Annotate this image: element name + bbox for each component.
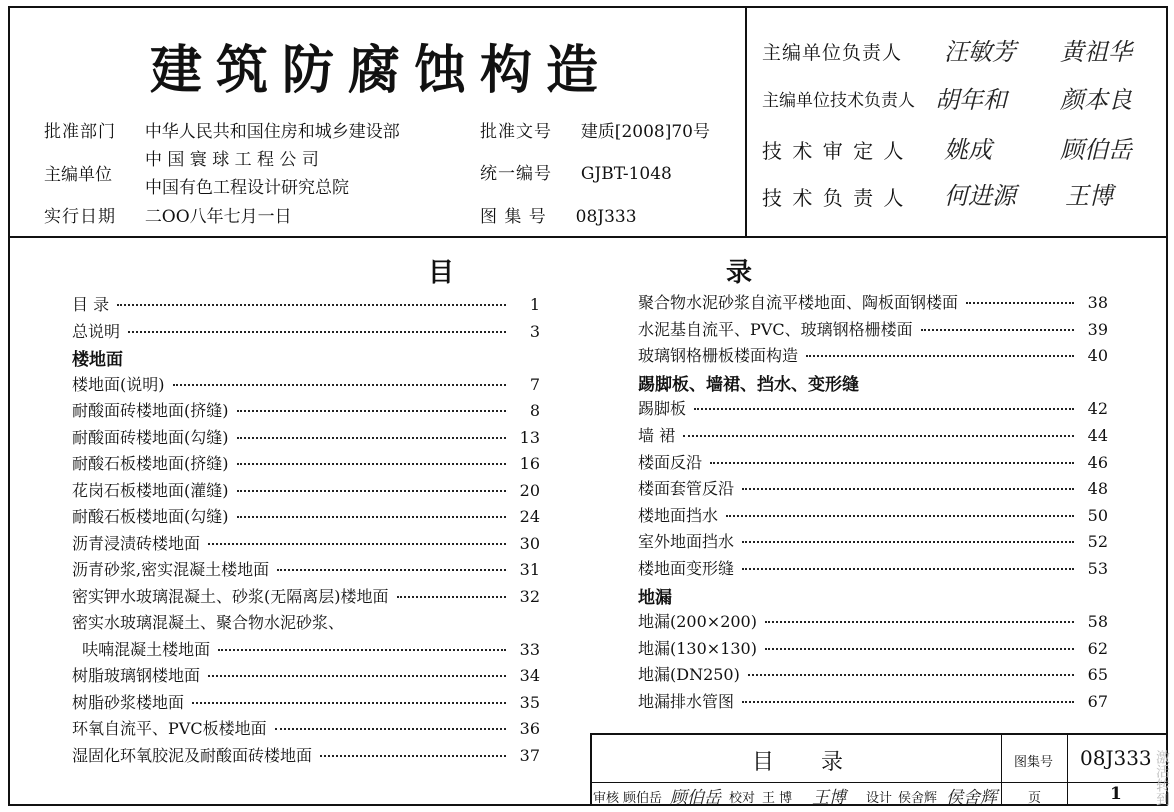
signature: 何进源: [944, 182, 1016, 210]
toc-entry-page: 8: [529, 401, 540, 420]
meta-editor-unit-line1: 中 国 寰 球 工 程 公 司: [145, 150, 319, 170]
toc-leader-dots: [806, 355, 1074, 357]
toc-entry[interactable]: [638, 343, 1108, 369]
meta-value: GJBT-1048: [580, 164, 672, 184]
toc-entry[interactable]: [72, 663, 540, 689]
meta-editor-unit-line2: 中国有色工程设计研究总院: [145, 178, 349, 198]
toc-entry[interactable]: [638, 529, 1108, 555]
toc-entry[interactable]: [72, 319, 540, 345]
toc-section-heading: 踢脚板、墙裙、挡水、变形缝: [638, 374, 859, 395]
toc-entry-title: 树脂玻璃钢楼地面: [72, 666, 201, 685]
toc-entry-page: 32: [519, 586, 540, 606]
toc-leader-dots: [726, 515, 1074, 517]
title-block-atlas-no: 08J333: [1080, 746, 1152, 770]
toc-entry-title: 楼地面挡水: [638, 505, 719, 525]
toc-entry-page: 62: [1087, 638, 1108, 658]
toc-leader-dots: [748, 674, 1074, 676]
toc-leader-dots: [765, 648, 1074, 650]
toc-entry[interactable]: [72, 451, 540, 477]
toc-entry[interactable]: [72, 584, 540, 610]
toc-leader-dots: [277, 569, 506, 571]
signature: 顾伯岳: [1060, 136, 1132, 164]
toc-leader-dots: [397, 596, 507, 598]
toc-entry-page: 46: [1087, 452, 1108, 472]
toc-entry-title: 目 录: [72, 295, 110, 314]
toc-entry[interactable]: [638, 423, 1108, 449]
toc-entry[interactable]: [72, 425, 540, 451]
toc-entry-page: 37: [519, 745, 540, 765]
toc-entry-page: 24: [519, 507, 540, 526]
watermark: 激活转到: [1154, 750, 1170, 806]
signature: 胡年和: [935, 86, 1007, 114]
toc-entry[interactable]: [72, 292, 540, 318]
toc-entry-page: 40: [1087, 346, 1108, 366]
responsible-role: 技 术 审 定 人: [762, 139, 906, 163]
toc-entry-title: 湿固化环氧胶泥及耐酸面砖楼地面: [72, 745, 313, 765]
toc-entry[interactable]: [638, 662, 1108, 688]
toc-entry[interactable]: [72, 531, 540, 557]
toc-entry-page: 42: [1087, 399, 1108, 419]
signature: 黄祖华: [1060, 38, 1132, 66]
toc-entry-page: 44: [1087, 426, 1108, 445]
signature: 颜本良: [1060, 86, 1132, 114]
toc-leader-dots: [710, 462, 1074, 464]
toc-entry[interactable]: [638, 450, 1108, 476]
toc-leader-dots: [320, 755, 506, 757]
toc-entry[interactable]: [638, 636, 1108, 662]
toc-entry-page: 50: [1087, 505, 1108, 525]
toc-leader-dots: [117, 304, 506, 306]
toc-leader-dots: [237, 490, 507, 492]
toc-leader-dots: [237, 437, 507, 439]
toc-entry-title: 密实钾水玻璃混凝土、砂浆(无隔离层)楼地面: [72, 586, 389, 606]
toc-entry-page: 38: [1087, 293, 1108, 312]
toc-entry-title: 花岗石板楼地面(灌缝): [72, 480, 229, 500]
title-block-check-signature: 王博: [812, 788, 846, 808]
title-block-review-signature: 顾伯岳: [670, 788, 721, 808]
toc-entry[interactable]: [638, 556, 1108, 582]
toc-entry-title: 水泥基自流平、PVC、玻璃钢格栅楼面: [638, 319, 913, 339]
title-block-page-label: 页: [1028, 791, 1042, 806]
title-block-rule: [1001, 733, 1002, 806]
toc-leader-dots: [742, 568, 1074, 570]
toc-entry[interactable]: [72, 690, 540, 716]
toc-entry[interactable]: [638, 290, 1108, 316]
toc-entry-page: 31: [519, 560, 540, 579]
meta-label: 批准文号: [480, 122, 552, 142]
meta-approval-dept: [44, 117, 400, 142]
toc-leader-dots: [208, 675, 506, 677]
title-block-design-label: 设计: [866, 791, 893, 806]
toc-entry-title: 呋喃混凝土楼地面: [72, 639, 211, 659]
toc-entry-page: 34: [519, 666, 540, 685]
toc-entry[interactable]: [72, 398, 540, 424]
toc-entry-title: 楼面反沿: [638, 452, 703, 472]
toc-entry-title: 地漏排水管图: [638, 692, 735, 711]
toc-entry-title: 耐酸石板楼地面(挤缝): [72, 454, 229, 473]
responsible-role: 主编单位技术负责人: [762, 91, 915, 111]
toc-entry-title: 环氧自流平、PVC板楼地面: [72, 719, 267, 738]
toc-entry-title: 聚合物水泥砂浆自流平楼地面、陶板面钢楼面: [638, 293, 959, 312]
toc-leader-dots: [742, 541, 1074, 543]
meta-unified-no: [480, 159, 672, 184]
toc-entry-title: 室外地面挡水: [638, 532, 735, 552]
toc-entry[interactable]: [638, 476, 1108, 502]
toc-leader-dots: [694, 408, 1074, 410]
toc-entry[interactable]: [72, 557, 540, 583]
toc-entry[interactable]: [72, 743, 540, 769]
meta-atlas-no: [480, 202, 637, 227]
responsible-role: 技 术 负 责 人: [762, 186, 906, 210]
toc-entry-text: 密实水玻璃混凝土、聚合物水泥砂浆、: [72, 613, 345, 632]
toc-leader-dots: [237, 516, 507, 518]
toc-entry-title: 玻璃钢格栅板楼面构造: [638, 346, 799, 366]
title-block-review-label: 审核: [593, 791, 620, 806]
toc-entry-page: 53: [1087, 559, 1108, 578]
toc-entry-page: 65: [1087, 665, 1108, 685]
title-block-top-rule: [590, 733, 1168, 735]
toc-entry-page: 30: [519, 533, 540, 553]
toc-entry[interactable]: [72, 372, 540, 398]
toc-entry[interactable]: [638, 689, 1108, 715]
toc-entry-page: 39: [1087, 319, 1108, 339]
toc-heading-left: 目: [428, 258, 455, 288]
toc-entry-title: 地漏(200×200): [638, 612, 757, 632]
meta-effective-date: [44, 202, 292, 227]
toc-leader-dots: [173, 384, 507, 386]
toc-entry-title: 树脂砂浆楼地面: [72, 692, 185, 712]
toc-leader-dots: [237, 410, 507, 412]
toc-heading-right: 录: [726, 258, 753, 288]
toc-entry-page: 1: [529, 295, 540, 314]
toc-leader-dots: [742, 488, 1074, 490]
document-title: 建筑防腐蚀构造: [150, 41, 613, 101]
toc-leader-dots: [218, 649, 506, 651]
toc-entry[interactable]: [72, 504, 540, 530]
meta-label: 统一编号: [480, 164, 552, 184]
toc-leader-dots: [742, 701, 1074, 703]
toc-leader-dots: [683, 435, 1074, 437]
toc-entry-page: 20: [519, 480, 540, 500]
toc-leader-dots: [192, 702, 506, 704]
header-bottom-rule: [8, 236, 1168, 238]
toc-entry-page: 7: [529, 374, 540, 394]
signature: 姚成: [944, 136, 992, 164]
header-vertical-rule: [745, 6, 747, 236]
title-block-design-signature: 侯舍辉: [946, 788, 997, 808]
title-block-check-name: 王 博: [762, 791, 793, 806]
toc-entry-page: 33: [519, 639, 540, 659]
toc-entry-page: 67: [1087, 692, 1108, 711]
toc-entry-page: 58: [1087, 612, 1108, 632]
signature: 汪敏芳: [944, 38, 1016, 66]
toc-entry[interactable]: [638, 396, 1108, 422]
toc-entry-title: 楼地面(说明): [72, 374, 165, 394]
title-block-rule: [1067, 733, 1068, 806]
meta-value: 建质[2008]70号: [580, 122, 710, 142]
toc-entry-title: 耐酸面砖楼地面(挤缝): [72, 401, 229, 420]
meta-label: 批准部门: [44, 122, 116, 142]
toc-entry-page: 35: [519, 692, 540, 712]
toc-entry-title: 楼面套管反沿: [638, 479, 735, 499]
toc-entry[interactable]: [638, 317, 1108, 343]
title-block-check-label: 校对: [729, 791, 756, 806]
toc-section-heading: 楼地面: [72, 350, 123, 370]
toc-entry-title: 地漏(DN250): [638, 665, 740, 685]
toc-leader-dots: [966, 302, 1074, 304]
toc-entry-title: 沥青浸渍砖楼地面: [72, 533, 201, 553]
title-block-design-name: 侯舍辉: [898, 791, 938, 806]
toc-entry[interactable]: [72, 478, 540, 504]
toc-entry-page: 36: [519, 719, 540, 738]
title-block-review-name: 顾伯岳: [623, 791, 663, 806]
title-block-title: 目 录: [752, 750, 863, 775]
toc-entry-title: 踢脚板: [638, 399, 687, 419]
toc-entry-title: 总说明: [72, 321, 121, 341]
meta-label: 实行日期: [44, 207, 116, 227]
toc-entry-page: 16: [519, 454, 540, 473]
toc-leader-dots: [921, 329, 1074, 331]
meta-value: 08J333: [575, 207, 637, 227]
responsible-role: 主编单位负责人: [762, 42, 903, 64]
toc-leader-dots: [237, 463, 507, 465]
toc-leader-dots: [128, 331, 506, 333]
title-block-atlas-label: 图集号: [1014, 755, 1054, 770]
toc-entry-title: 沥青砂浆,密实混凝土楼地面: [72, 560, 270, 579]
toc-entry[interactable]: [72, 637, 540, 663]
meta-value: 二OO八年七月一日: [144, 207, 292, 227]
toc-entry-title: 楼地面变形缝: [638, 559, 735, 578]
toc-entry-title: 耐酸面砖楼地面(勾缝): [72, 427, 229, 447]
meta-label: 图 集 号: [480, 207, 547, 227]
toc-entry[interactable]: [638, 609, 1108, 635]
signature: 王博: [1065, 182, 1113, 210]
toc-entry[interactable]: [638, 503, 1108, 529]
title-block-page-no: 1: [1110, 784, 1122, 804]
toc-section-heading: 地漏: [638, 587, 672, 608]
toc-entry-title: 地漏(130×130): [638, 638, 757, 658]
toc-entry-page: 13: [519, 427, 540, 447]
title-block-left-rule: [590, 733, 592, 806]
toc-leader-dots: [765, 621, 1074, 623]
toc-entry-page: 3: [529, 321, 540, 341]
toc-leader-dots: [208, 543, 506, 545]
toc-entry[interactable]: [72, 716, 540, 742]
meta-approval-no: [480, 117, 710, 142]
meta-value: 中华人民共和国住房和城乡建设部: [144, 122, 400, 142]
toc-entry-page: 52: [1087, 532, 1108, 552]
toc-leader-dots: [275, 728, 506, 730]
toc-entry-title: 墙 裙: [638, 426, 676, 445]
meta-editor-unit-label: 主编单位: [44, 165, 112, 185]
toc-entry-page: 48: [1087, 479, 1108, 499]
toc-entry-title: 耐酸石板楼地面(勾缝): [72, 507, 229, 526]
